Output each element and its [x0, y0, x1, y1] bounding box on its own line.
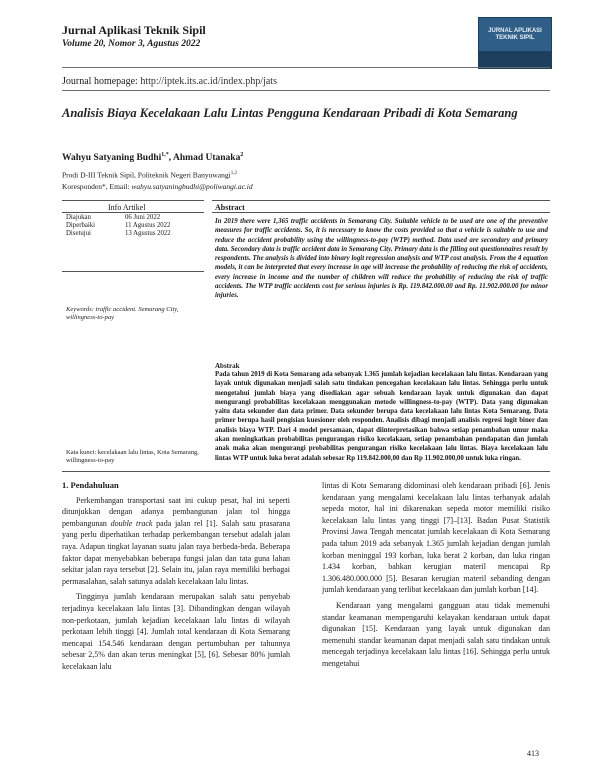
date-value: 11 Agustus 2022 — [125, 222, 171, 229]
abstract-heading: Abstract — [215, 203, 245, 212]
affiliation-sup: 1,2 — [230, 171, 237, 176]
keywords-id: Kata kunci: kecelakaan lalu lintas, Kota Semarang, willingness-to-pay — [66, 449, 199, 464]
affiliation-text: Prodi D-III Teknik Sipil, Politeknik Negeri Banyuwangi — [62, 170, 231, 180]
date-value: 06 Juni 2022 — [125, 214, 161, 221]
date-label: Diajukan — [66, 214, 91, 221]
date-row-accepted — [66, 230, 171, 238]
header-rule — [62, 67, 550, 68]
author-1-sup: 1,* — [161, 152, 169, 158]
journal-volume: Volume 20, Nomor 3, Agustus 2022 — [62, 39, 201, 49]
author-2: Ahmad Utanaka — [173, 153, 241, 164]
journal-cover-image — [478, 17, 552, 69]
date-label: Diperbaiki — [66, 222, 96, 229]
affiliation-block — [62, 168, 253, 192]
corresponding-label: Koresponden*, Email: — [62, 181, 132, 191]
article-title: Analisis Biaya Kecelakaan Lalu Lintas Pengguna Kendaraan Pribadi di Kota Semarang — [62, 106, 518, 120]
info-top-rule — [62, 200, 204, 201]
author-2-sup: 2 — [240, 152, 244, 158]
abstract-top-rule — [212, 200, 550, 201]
affiliation — [62, 168, 253, 181]
date-row-submitted — [66, 214, 171, 222]
homepage-link[interactable]: http://iptek.its.ac.id/index.php/jats — [140, 76, 277, 87]
paragraph-text: Perkembangan transportasi saat ini cukup pesat, hal ini seperti ditunjukkan dengan adanya pembangunan jalan tol hingga pembangunan — [62, 495, 290, 528]
info-bottom-rule — [62, 471, 550, 472]
emphasis: double track — [110, 518, 153, 528]
cover-title: JURNAL APLIKASI TEKNIK SIPIL — [488, 28, 542, 41]
paragraph: lintas di Kota Semarang didominasi oleh kendaraan pribadi [6]. Jenis kendaraan yang mengalami kecelakaan lalu lintas terbanyak adalah sepeda motor, hal ini dikarenakan sepeda motor memiliki risiko kecelakaan lalu lintas yang tinggi [7]–[13]. Badan Pusat Statistik Provinsi Jawa Tengah mencatat jumlah kecelakaan di Kota Semarang pada tahun 2019 ada sebanyak 1.365 jumlah kejadian dengan jumlah korban meninggal 193 korban, luka berat 2 korban, dan luka ringan 1.434 korban, bahkan kerugian materil mencapai Rp 1.306.480.000.000 [5]. Besaran kerugian materil sebanding dengan jumlah kendaraan yang terlibat kecelakaan dan jumlah korban [14]. — [322, 481, 550, 595]
paragraph: Tingginya jumlah kendaraan merupakan salah satu penyebab terjadinya kecelakaan lalu lintas [3]. Dibandingkan dengan wilayah non-perkotaan, jumlah kejadian kecelakaan lalu lintas di wilayah perkotaan lebih tinggi [4]. Jumlah total kendaraan di Kota Semarang mencapai 154.546 kendaraan dengan pertumbuhan per tahunnya sebesar 2,5% dan akan terus meningkat [5], [6]. Sebesar 80% jumlah kecelakaan lalu — [62, 592, 290, 671]
corresponding-email[interactable]: wahyu.satyaningbudhi@poliwangi.ac.id — [131, 181, 253, 191]
paragraph: Kendaraan yang mengalami gangguan atau tidak memenuhi standar keamanan mempengaruhi kelayakan kendaraan untuk dapat digunakan [15]. Kendaraan yang layak untuk digunakan dan memenuhi standar keamanan dapat menjadi salah satu tindakan untuk mencegah terjadinya kecelakaan lalu lintas [16]. Sehingga perlu untuk mengetahui — [322, 600, 550, 668]
body-right-column — [322, 480, 550, 670]
homepage-rule — [62, 90, 550, 91]
author-line — [62, 152, 243, 163]
paragraph — [62, 495, 290, 588]
homepage-label: Journal homepage: — [62, 76, 141, 87]
journal-name: Jurnal Aplikasi Teknik Sipil — [62, 23, 206, 37]
body-left-column — [62, 480, 290, 673]
keywords-en: Keywords: traffic accident. Semarang City, willingness-to-pay — [66, 306, 179, 321]
section-heading: 1. Pendahuluan — [62, 480, 119, 490]
abstrak-heading: Abstrak — [215, 362, 240, 370]
corresponding — [62, 181, 253, 192]
cover-stripe — [479, 51, 551, 68]
info-head-rule — [62, 212, 204, 213]
abstract-head-rule — [212, 212, 550, 213]
article-dates — [66, 214, 171, 238]
date-value: 13 Agustus 2022 — [125, 230, 171, 237]
date-label: Disetujui — [66, 230, 91, 237]
dates-rule — [62, 271, 204, 272]
paragraph-text: pada jalan rel [1]. Salah satu prasarana yang perlu diperhatikan terhadap perkembangan tersebut adalah jalan raya. Adapun tingkat layanan suatu jalan raya berbeda-beda. Beberapa faktor dapat menyebabkan beberapa fungsi jalan dan tata guna lahan sekitar jalan raya tersebut [2]. Selain itu, jalan raya memiliki berbagai permasalahan, salah satunya adalah kecelakaan lalu lintas. — [62, 518, 290, 586]
page-number: 413 — [527, 749, 539, 758]
info-heading: Info Artikel — [108, 203, 146, 212]
abstract-indonesian: Pada tahun 2019 di Kota Semarang ada sebanyak 1.365 jumlah kejadian kecelakaan lalu lintas. Kendaraan yang layak untuk digunakan menjadi salah satu tindakan pencegahan kecelakaan lalu lintas. Sehingga perlu untuk mengetahui jumlah biaya yang disediakan agar sebuah kendaraan layak untuk digunakan dan dapat mengurangi probabilitas kecelakaan menggunakan metode willingness-to-pay (WTP). Data yang digunakan yaitu data sekunder dan data primer. Data sekunder berupa data kecelakaan lalu lintas Kota Semarang. Data primer berupa hasil pengisian kuesioner oleh responden. Analisis dibagi menjadi analisis regresi logit biner dan analisis biaya WTP. Dari 4 model persamaan, dapat diinterpretasikan bahwa setiap penambahan umur maka akan meningkatkan probabilitas pengurangan risiko kecelakaan, setiap penambahan pendapatan dan jumlah anak maka akan mengurangi probabilitas pengurangan risiko kecelakaan lalu lintas. Biaya kecelakaan lalu lintas WTP untuk luka berat adalah sebesar Rp 119.842.000,00 dan Rp 11.902.000,00 untuk luka ringan. — [215, 371, 548, 462]
author-separator: , — [168, 153, 174, 164]
date-row-revised — [66, 222, 171, 230]
journal-homepage — [62, 76, 277, 87]
abstract-english: In 2019 there were 1,365 traffic accidents in Semarang City. Suitable vehicle to be used are one of the preventive measures for traffic accidents. So, it is necessary to know the costs provided so that a vehicle is suitable to use and reduce the accident probability using the willingness-to-pay (WTP) method. Data used are secondary and primary data. Secondary data is traffic accident data in Semarang City. Primary data is the filling out questionnaires result by respondents. The analysis is divided into binary logit regression analysis and WTP cost analysis. From the 4 equation models, it can be interpreted that every increase in age will increase the probability of reducing the risk of accidents, every increase in income and the number of children will reduce the probability of reducing the risk of traffic accidents. The WTP traffic accidents cost for serious injuries is Rp. 119.842.000.00 and Rp. 11.902.000.00 for minor injuries. — [215, 218, 548, 300]
author-1: Wahyu Satyaning Budhi — [62, 153, 162, 164]
